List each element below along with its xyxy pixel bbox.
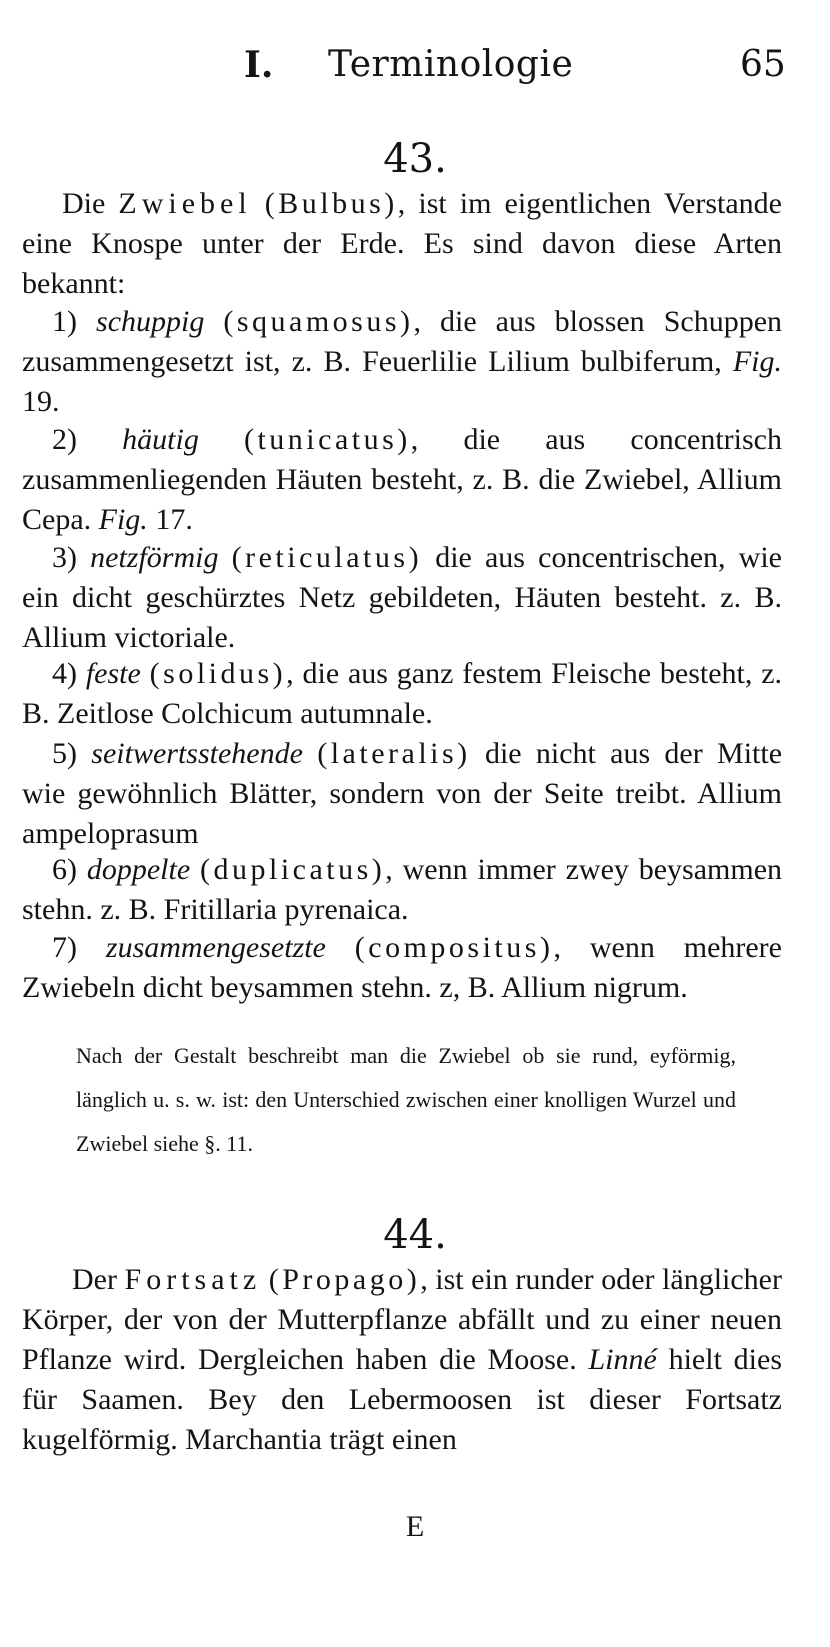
- section-43-intro: [22, 184, 782, 304]
- item-latin: (tunicatus): [243, 423, 411, 456]
- item-marker: 3): [52, 541, 77, 574]
- list-item-7: [22, 928, 782, 1008]
- list-item-3: [22, 538, 782, 658]
- list-item-5: [22, 734, 782, 854]
- latin-bulbus: (Bulbus): [264, 187, 398, 220]
- section-44-intro: [22, 1260, 782, 1460]
- item-text: , wenn mehrere Zwiebeln dicht beysammen stehn. z, B. Allium nigrum.: [22, 931, 782, 1004]
- name-linne: Linné: [588, 1343, 657, 1376]
- list-item-2: [22, 420, 782, 540]
- item-term: zusammengesetzte: [105, 931, 326, 964]
- item-text: die nicht aus der Mitte wie gewöhnlich Blätter, sondern von der Seite treibt. Allium ampeloprasum: [22, 737, 783, 850]
- header-title: Terminologie: [328, 44, 574, 85]
- intro-text-after: , ist im eigentlichen Verstande eine Knospe unter der Erde. Es sind davon diese Arten bekannt:: [22, 187, 782, 300]
- item-text: , die aus concentrisch zusammenliegenden Häuten besteht, z. B. die Zwiebel, Allium Cepa.: [22, 423, 782, 536]
- item-text: , die aus blossen Schuppen zusammengesetzt ist, z. B. Feuerlilie Lilium bulbiferum,: [22, 305, 783, 378]
- section-number-44: 44.: [383, 1212, 447, 1258]
- running-header: [0, 44, 830, 96]
- item-marker: 2): [52, 423, 77, 456]
- page-number: 65: [740, 44, 786, 85]
- item-term: doppelte: [86, 853, 191, 886]
- latin-propago: (Propago): [268, 1263, 421, 1296]
- intro-text-after: , ist ein runder oder länglicher Körper, der von der Mutterpflanze abfällt und zu einer neuen Pflanze wird. Dergleichen haben die Moose.: [22, 1263, 782, 1376]
- item-marker: 5): [52, 737, 77, 770]
- item-term: seitwertsstehende: [91, 737, 303, 770]
- footnote: Nach der Gestalt beschreibt man die Zwiebel ob sie rund, eyförmig, länglich u. s. w. ist: den Unterschied zwischen einer knolligen Wurzel und Zwiebel siehe §. 11.: [76, 1043, 736, 1156]
- item-text: , die aus ganz festem Fleische besteht, z. B. Zeitlose Colchicum autumnale.: [22, 657, 783, 730]
- item-fig-label: Fig.: [98, 503, 148, 536]
- item-latin: (compositus): [354, 931, 554, 964]
- item-term: netzförmig: [90, 541, 219, 574]
- item-latin: (squamosus): [223, 305, 414, 338]
- item-marker: 1): [52, 305, 77, 338]
- item-marker: 7): [52, 931, 77, 964]
- item-term: feste: [85, 657, 141, 690]
- header-section-roman: I.: [244, 44, 274, 86]
- list-item-1: [22, 302, 782, 422]
- item-latin: (reticulatus): [231, 541, 423, 574]
- item-fig-number: 19.: [22, 385, 60, 418]
- list-item-4: [22, 654, 782, 734]
- signature-mark: E: [405, 1510, 425, 1543]
- item-marker: 6): [52, 853, 77, 886]
- intro-text-before: Die: [62, 187, 119, 220]
- intro-text-end: hielt dies für Saamen. Bey den Lebermoosen ist dieser Fortsatz kugelförmig. Marchantia trägt einen: [22, 1343, 782, 1456]
- item-latin: (lateralis): [317, 737, 471, 770]
- term-zwiebel: Zwiebel: [118, 187, 252, 220]
- list-item-6: [22, 850, 782, 930]
- section-number-43: 43.: [383, 136, 447, 182]
- intro-text-before: Der: [72, 1263, 125, 1296]
- item-text: die aus concentrischen, wie ein dicht geschürztes Netz gebildeten, Häuten besteht. z. B. Allium victoriale.: [22, 541, 782, 654]
- item-term: häutig: [122, 423, 199, 456]
- item-term: schuppig: [96, 305, 205, 338]
- item-text: , wenn immer zwey beysammen stehn. z. B. Fritillaria pyrenaica.: [22, 853, 783, 926]
- item-marker: 4): [52, 657, 77, 690]
- item-latin: (duplicatus): [200, 853, 386, 886]
- item-fig-label: Fig.: [732, 345, 782, 378]
- term-fortsatz: Fortsatz: [124, 1263, 262, 1296]
- item-fig-number: 17.: [147, 503, 193, 536]
- item-latin: (solidus): [149, 657, 287, 690]
